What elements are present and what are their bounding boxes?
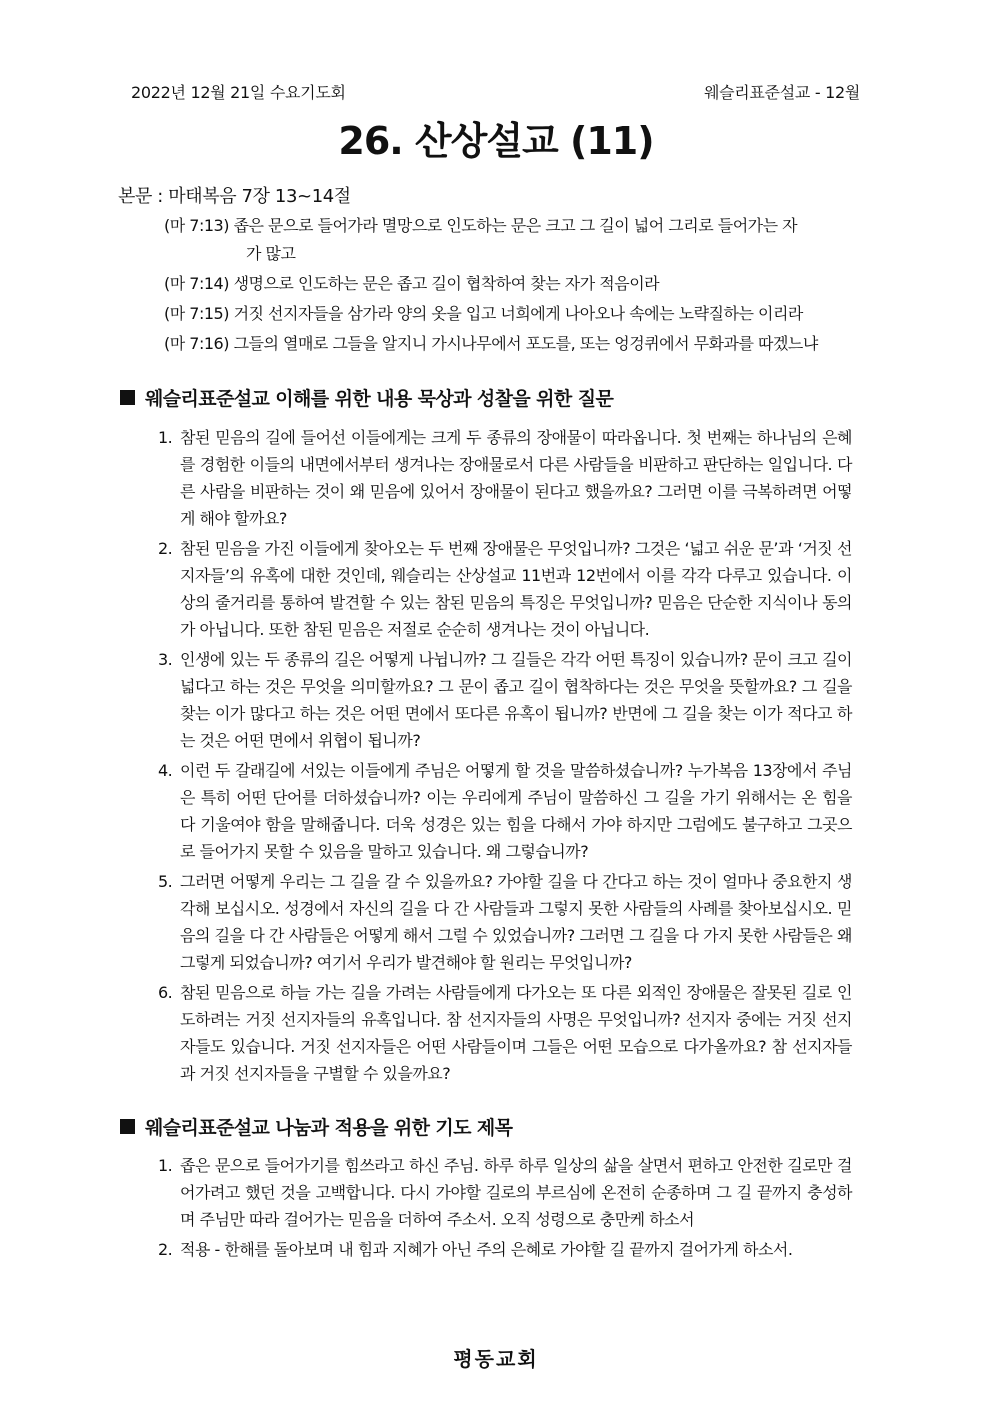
header-date: 2022년 12월 21일 수요기도회 (131, 83, 346, 102)
verse-item (164, 270, 844, 298)
item-number: 2. (158, 1240, 173, 1259)
item-text: 그러면 어떻게 우리는 그 길을 갈 수 있을까요? 가야할 길을 다 간다고 하는 것이 얼마나 중요한지 생각해 보십시오. 성경에서 자신의 길을 다 간 사람들과 그렇지 못한 사람들의 사례를 찾아보십시오. 믿음의 길을 다 간 사람들은 어떻게 해서 그럴 수 있었습니까? 그러면 그 길을 다 가지 못한 사람들은 왜 그렇게 되었습니까? 여기서 우리가 발견해야 할 원리는 무엇입니까? (180, 872, 852, 972)
item-number: 1. (158, 428, 173, 447)
verse-ref: (마 7:16) (164, 334, 229, 353)
verse-item (164, 330, 844, 358)
verse-text: 좁은 문으로 들어가라 멸망으로 인도하는 문은 크고 그 길이 넓어 그리로 들어가는 자 (233, 216, 798, 235)
verse-text: 생명으로 인도하는 문은 좁고 길이 협착하여 찾는 자가 적음이라 (233, 274, 660, 293)
item-number: 5. (158, 872, 173, 891)
list-item (158, 868, 852, 976)
verse-ref: (마 7:13) (164, 216, 229, 235)
list-item (158, 646, 852, 754)
verse-text: 거짓 선지자들을 삼가라 양의 옷을 입고 너희에게 나아오나 속에는 노략질하는 이리라 (233, 304, 803, 323)
verse-item (164, 300, 844, 328)
section-heading-text: 웨슬리표준설교 나눔과 적용을 위한 기도 제목 (145, 1117, 513, 1139)
page-title: 26. 산상설교 (11) (338, 119, 654, 163)
church-name-footer: 평동교회 (453, 1347, 539, 1371)
item-number: 3. (158, 650, 173, 669)
verse-item (164, 212, 844, 268)
item-number: 2. (158, 539, 173, 558)
verse-ref: (마 7:15) (164, 304, 229, 323)
verse-ref: (마 7:14) (164, 274, 229, 293)
item-text: 좁은 문으로 들어가기를 힘쓰라고 하신 주님. 하루 하루 일상의 삶을 살면서 편하고 안전한 길로만 걸어가려고 했던 것을 고백합니다. 다시 가야할 길로의 부르심에 온전히 순종하며 그 길 끝까지 충성하며 주님만 따라 걸어가는 믿음을 더하여 주소서. 오직 성령으로 충만케 하소서 (180, 1156, 852, 1229)
page-header (131, 80, 860, 103)
header-series: 웨슬리표준설교 - 12월 (703, 83, 860, 102)
section-heading-prayer (120, 1113, 512, 1140)
list-item (158, 1236, 852, 1263)
item-text: 적용 - 한해를 돌아보며 내 힘과 지혜가 아닌 주의 은혜로 가야할 길 끝까지 걸어가게 하소서. (180, 1240, 793, 1259)
section-heading-questions (120, 384, 613, 411)
list-item (158, 424, 852, 532)
list-item (158, 757, 852, 865)
prayer-list (158, 1152, 852, 1266)
item-number: 6. (158, 983, 173, 1002)
section-heading-text: 웨슬리표준설교 이해를 위한 내용 묵상과 성찰을 위한 질문 (145, 388, 614, 410)
item-text: 참된 믿음의 길에 들어선 이들에게는 크게 두 종류의 장애물이 따라옵니다. 첫 번째는 하나님의 은혜를 경험한 이들의 내면에서부터 생겨나는 장애물로서 다른 사람들을 비판하고 판단하는 일입니다. 다른 사람을 비판하는 것이 왜 믿음에 있어서 장애물이 된다고 했을까요? 그러면 이를 극복하려면 어떻게 해야 할까요? (180, 428, 852, 528)
verse-text: 그들의 열매로 그들을 알지니 가시나무에서 포도를, 또는 엉겅퀴에서 무화과를 따겠느냐 (233, 334, 818, 353)
black-square-icon (120, 390, 135, 405)
list-item (158, 1152, 852, 1233)
question-list (158, 424, 852, 1090)
item-text: 이런 두 갈래길에 서있는 이들에게 주님은 어떻게 할 것을 말씀하셨습니까? 누가복음 13장에서 주님은 특히 어떤 단어를 더하셨습니까? 이는 우리에게 주님이 말씀하신 그 길을 가기 위해서는 온 힘을 다 기울여야 함을 말해줍니다. 더욱 성경은 있는 힘을 다해서 가야 하지만 그럼에도 불구하고 그곳으로 들어가지 못할 수 있음을 말하고 있습니다. 왜 그렇습니까? (180, 761, 852, 861)
verse-list (164, 212, 844, 360)
item-number: 1. (158, 1156, 173, 1175)
item-text: 인생에 있는 두 종류의 길은 어떻게 나뉩니까? 그 길들은 각각 어떤 특징이 있습니까? 문이 크고 길이 넓다고 하는 것은 무엇을 의미할까요? 그 문이 좁고 길이 협착하다는 것은 무엇을 뜻할까요? 그 길을 찾는 이가 많다고 하는 것은 어떤 면에서 또다른 유혹이 됩니까? 반면에 그 길을 찾는 이가 적다고 하는 것은 어떤 면에서 위협이 됩니까? (180, 650, 852, 750)
item-number: 4. (158, 761, 173, 780)
list-item (158, 979, 852, 1087)
item-text: 참된 믿음을 가진 이들에게 찾아오는 두 번째 장애물은 무엇입니까? 그것은 ‘넓고 쉬운 문’과 ‘거짓 선지자들’의 유혹에 대한 것인데, 웨슬리는 산상설교 11번과 12번에서 이를 각각 다루고 있습니다. 이상의 줄거리를 통하여 발견할 수 있는 참된 믿음의 특징은 무엇입니까? 믿음은 단순한 지식이나 동의가 아닙니다. 또한 참된 믿음은 저절로 순순히 생겨나는 것이 아닙니다. (180, 539, 852, 639)
item-text: 참된 믿음으로 하늘 가는 길을 가려는 사람들에게 다가오는 또 다른 외적인 장애물은 잘못된 길로 인도하려는 거짓 선지자들의 유혹입니다. 참 선지자들의 사명은 무엇입니까? 선지자 중에는 거짓 선지자들도 있습니다. 거짓 선지자들은 어떤 사람들이며 그들은 어떤 모습으로 다가올까요? 참 선지자들과 거짓 선지자들을 구별할 수 있을까요? (180, 983, 852, 1083)
verse-text-continued: 가 많고 (246, 244, 296, 263)
black-square-icon (120, 1119, 135, 1134)
scripture-reference: 본문 : 마태복음 7장 13~14절 (118, 186, 351, 207)
list-item (158, 535, 852, 643)
